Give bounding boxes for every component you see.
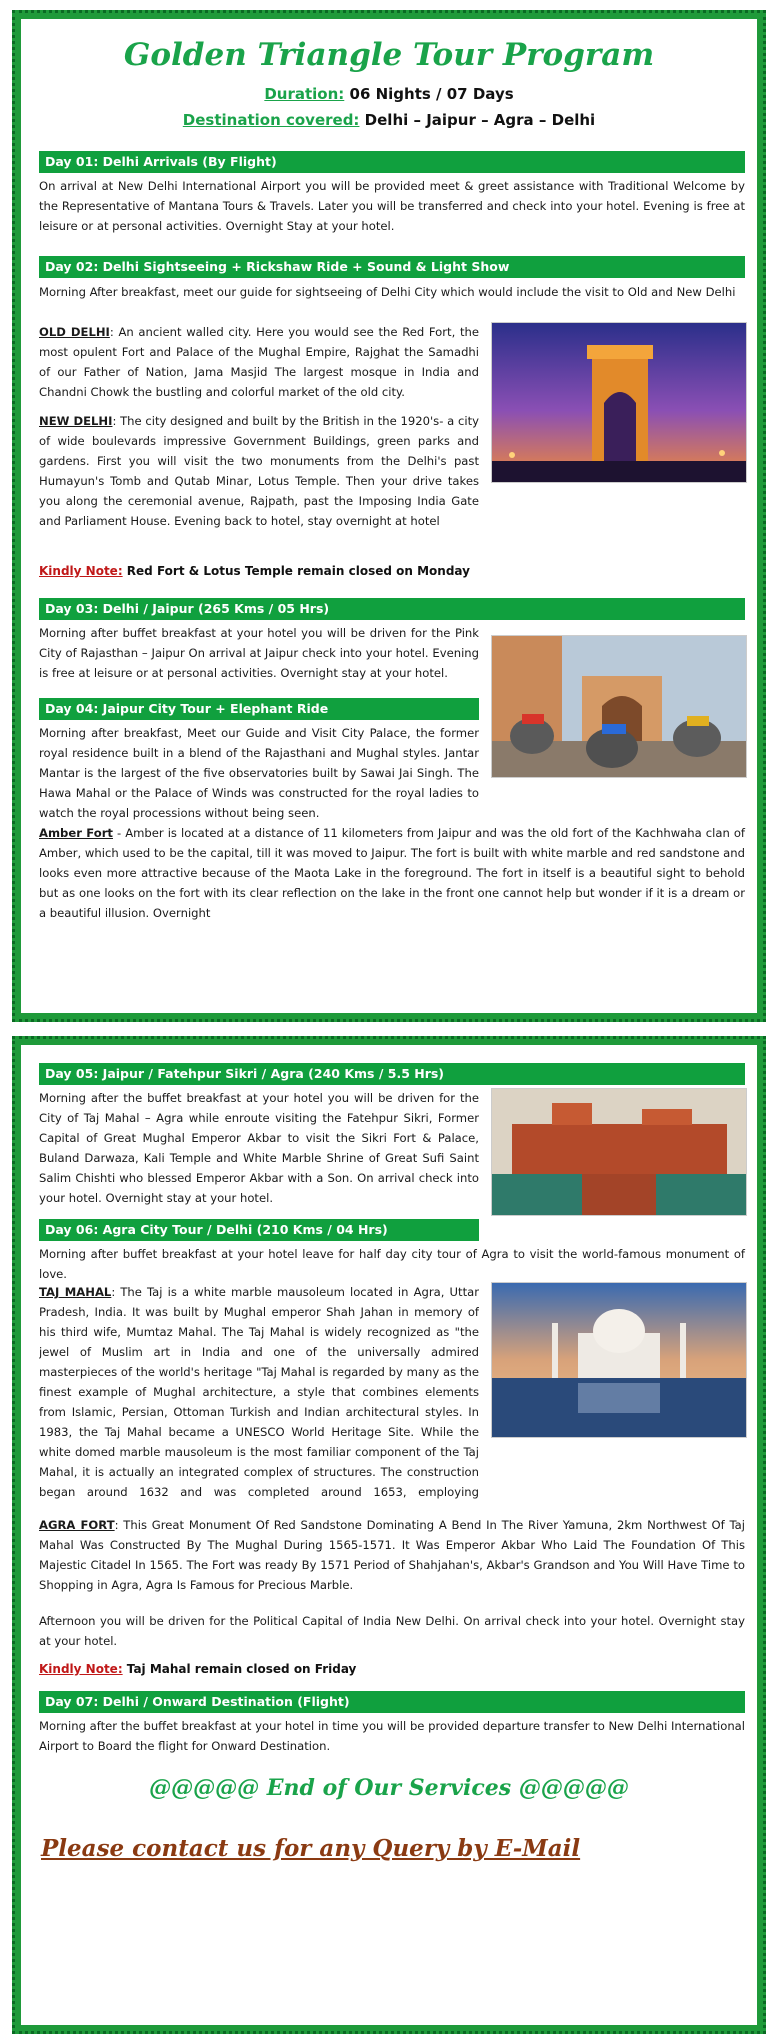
destination-value: Delhi – Jaipur – Agra – Delhi (364, 111, 596, 129)
agra-fort-paragraph (39, 1515, 745, 1595)
day-01-header: Day 01: Delhi Arrivals (By Flight) (39, 151, 745, 173)
day-03-text: Morning after buffet breakfast at your hotel you will be driven for the Pink City of Rajasthan – Jaipur On arrival at Jaipur check into your hotel. Evening is free at leisure or at personal activities. Overnight stay at your hotel. (39, 626, 479, 680)
contact-line: Please contact us for any Query by E-Mail (41, 1835, 581, 1862)
day-02-note-label: Kindly Note: (39, 564, 123, 578)
new-delhi-paragraph-a (39, 411, 479, 451)
itinerary-panel-1 (12, 10, 766, 1022)
day-03-header: Day 03: Delhi / Jaipur (265 Kms / 05 Hrs) (39, 598, 745, 620)
agra-fort-label: AGRA FORT (39, 1518, 115, 1532)
page-title: Golden Triangle Tour Program (123, 37, 655, 73)
day-04-header: Day 04: Jaipur City Tour + Elephant Ride (39, 698, 479, 720)
day-05-text: Morning after the buffet breakfast at your hotel you will be driven for the City of Taj Mahal – Agra while enroute visiting the Fatehpur Sikri, Former Capital of Great Mughal Emperor Akbar to visit the Sikri Fort & Palace, Buland Darwaza, Kali Temple and White Marble Shrine of Great Sufi Saint Salim Chishti who blessed Emperor Akbar with a Son. On arrival check into your hotel. Overnight stay at your hotel. (39, 1091, 479, 1205)
fatehpur-sikri-photo (491, 1088, 747, 1216)
end-of-services: @@@@@ End of Our Services @@@@@ (149, 1775, 629, 1801)
day-04-text: Morning after breakfast, Meet our Guide and Visit City Palace, the former royal residence built in a blend of the Rajasthani and Mughal styles. Jantar Mantar is the largest of the five observatories built by Sawai Jai Singh. The Hawa Mahal or the Palace of Winds was constructed for the royal ladies to watch the royal processions without being seen. (39, 726, 479, 820)
day-06-note (39, 1662, 356, 1676)
destination-line (21, 111, 757, 129)
day-05-header: Day 05: Jaipur / Fatehpur Sikri / Agra (240 Kms / 5.5 Hrs) (39, 1063, 745, 1085)
taj-mahal-text-continued: white domed marble mausoleum is the most familiar component of the Taj Mahal, it is actually an integrated complex of structures. The construction began around 1632 and was completed around 1653, employing (39, 1445, 479, 1499)
duration-line (21, 85, 757, 103)
amber-fort-text: - Amber is located at a distance of 11 kilometers from Jaipur and was the old fort of the Kachhwaha clan of Amber, which used to be the capital, till it was moved to Jaipur. The fort is built with white marble and red sandstone and looks even more attractive because of the Maota Lake in the foreground. The fort in itself is a beautiful sight to behold but as one looks on the fort with its clear reflection on the lake in the front one cannot help but wonder if it is a dream or a beautiful illusion. Overnight (39, 826, 745, 920)
taj-mahal-photo (491, 1282, 747, 1438)
amber-fort-paragraph (39, 823, 745, 923)
day-02-note-text: Red Fort & Lotus Temple remain closed on Monday (122, 564, 470, 578)
taj-mahal-paragraph-b (39, 1442, 745, 1502)
jaipur-elephants-photo (491, 635, 747, 778)
day-06-note-text: Taj Mahal remain closed on Friday (122, 1662, 357, 1676)
taj-mahal-label: TAJ MAHAL (39, 1285, 112, 1299)
day-07-text: Morning after the buffet breakfast at your hotel in time you will be provided departure transfer to New Delhi International Airport to Board the flight for Onward Destination. (39, 1719, 745, 1753)
old-delhi-label: OLD DELHI (39, 325, 110, 339)
day-06-intro: Morning after buffet breakfast at your hotel leave for half day city tour of Agra to visit the world-famous monument of love. (39, 1247, 745, 1281)
day-06-note-label: Kindly Note: (39, 1662, 123, 1676)
day-01-text: On arrival at New Delhi International Airport you will be provided meet & greet assistance with Traditional Welcome by the Representative of Mantana Tours & Travels. Later you will be transferred and check into your hotel. Evening is free at leisure or at personal activities. Overnight Stay at your hotel. (39, 179, 745, 233)
duration-value: 06 Nights / 07 Days (349, 85, 514, 103)
afternoon-paragraph: Afternoon you will be driven for the Political Capital of India New Delhi. On arrival check into your hotel. Overnight stay at your hotel. (39, 1614, 745, 1648)
new-delhi-label: NEW DELHI (39, 414, 113, 428)
amber-fort-label: Amber Fort (39, 826, 113, 840)
new-delhi-text-continued: gardens. First you will visit the two monuments from the Delhi's past Humayun's Tomb and Qutab Minar, Lotus Temple. Then your drive takes you along the ceremonial avenue, Rajpath, past the Imposing India Gate and Parliament House. Evening back to hotel, stay overnight at hotel (39, 454, 479, 528)
old-delhi-paragraph (39, 322, 479, 402)
new-delhi-paragraph-b (39, 451, 745, 531)
day-02-header: Day 02: Delhi Sightseeing + Rickshaw Ride + Sound & Light Show (39, 256, 745, 278)
new-delhi-text: : The city designed and built by the British in the 1920's- a city of wide boulevards impressive Government Buildings, green parks and (39, 414, 479, 448)
itinerary-panel-2 (12, 1036, 766, 2034)
duration-label: Duration: (264, 85, 345, 103)
destination-label: Destination covered: (182, 111, 360, 129)
taj-mahal-text: : The Taj is a white marble mausoleum located in Agra, Uttar Pradesh, India. It was built by Mughal emperor Shah Jahan in memory of his third wife, Mumtaz Mahal. The Taj Mahal is widely recognized as "the jewel of Muslim art in India and one of the universally admired masterpieces of the world's heritage "Taj Mahal is regarded by many as the finest example of Mughal architecture, a style that combines elements from Islamic, Persian, Ottoman Turkish and Indian architectural styles. In 1983, the Taj Mahal became a UNESCO World Heritage Site. While the (39, 1285, 479, 1439)
agra-fort-text: : This Great Monument Of Red Sandstone Dominating A Bend In The River Yamuna, 2km Northwest Of Taj Mahal Was Constructed By The Mughal During 1565-1571. It Was Emperor Akbar Who Laid The Foundation Of This Majestic Citadel In 1565. The Fort was ready By 1571 Period of Shahjahan's, Akbar's Grandson and You Will Have Time to Shopping in Agra, Agra Is Famous for Precious Marble. (39, 1518, 745, 1592)
taj-mahal-paragraph-a (39, 1282, 479, 1442)
taj-mahal-continued (39, 1442, 479, 1502)
day-02-intro: Morning After breakfast, meet our guide for sightseeing of Delhi City which would include the visit to Old and New Delhi (39, 285, 736, 299)
new-delhi-continued (39, 451, 479, 531)
day-02-note (39, 564, 470, 578)
day-07-header: Day 07: Delhi / Onward Destination (Flight) (39, 1691, 745, 1713)
old-delhi-text: : An ancient walled city. Here you would see the Red Fort, the most opulent Fort and Palace of the Mughal Empire, Rajghat the Samadhi of our Father of Nation, Jama Masjid The largest mosque in India and Chandni Chowk the bustling and colorful market of the old city. (39, 325, 479, 399)
day-06-header: Day 06: Agra City Tour / Delhi (210 Kms / 04 Hrs) (39, 1219, 479, 1241)
